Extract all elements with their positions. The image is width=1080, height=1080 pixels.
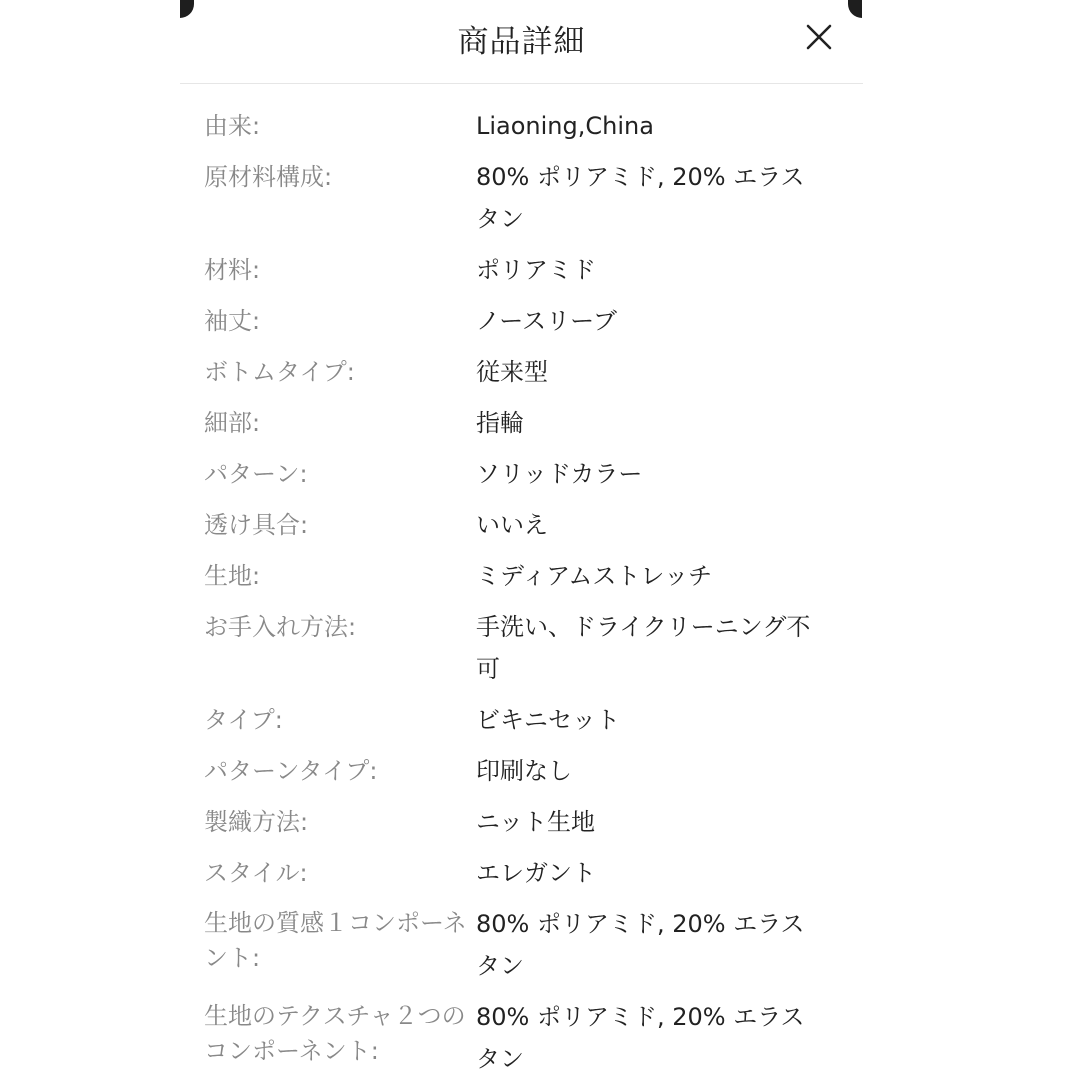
detail-row-details xyxy=(180,402,863,444)
detail-label: 生地のテクスチャ２つのコンポーネント: xyxy=(204,1002,466,1065)
detail-label: スタイル: xyxy=(204,859,308,887)
detail-row-sleeve-length xyxy=(180,300,863,342)
detail-row-material xyxy=(180,249,863,291)
detail-value: 80% ポリアミド, 20% エラスタン xyxy=(476,910,805,980)
sheet-header xyxy=(180,0,863,84)
detail-value: いいえ xyxy=(476,511,548,539)
detail-row-fabric xyxy=(180,555,863,597)
detail-label: 原材料構成: xyxy=(204,163,333,191)
detail-label: 材料: xyxy=(204,256,261,284)
detail-value: ニット生地 xyxy=(476,808,596,836)
detail-row-style xyxy=(180,852,863,894)
detail-row-bottom-type xyxy=(180,351,863,393)
detail-value: 80% ポリアミド, 20% エラスタン xyxy=(476,163,805,233)
details-list xyxy=(180,105,863,1080)
detail-value: Liaoning,China xyxy=(476,112,654,140)
detail-value: 80% ポリアミド, 20% エラスタン xyxy=(476,1003,805,1073)
detail-value: ポリアミド xyxy=(476,256,596,284)
detail-label: 製織方法: xyxy=(204,808,309,836)
detail-value: ミディアムストレッチ xyxy=(476,562,713,590)
detail-value: 手洗い、ドライクリーニング不可 xyxy=(476,613,811,683)
detail-label: 生地: xyxy=(204,562,261,590)
page-title: 商品詳細 xyxy=(457,24,586,60)
detail-value: ノースリーブ xyxy=(476,307,617,335)
detail-row-sheerness xyxy=(180,504,863,546)
detail-label: 由来: xyxy=(204,112,261,140)
detail-row-composition xyxy=(180,156,863,240)
detail-row-pattern xyxy=(180,453,863,495)
detail-row-care xyxy=(180,606,863,690)
detail-value: 指輪 xyxy=(476,409,524,437)
detail-label: タイプ: xyxy=(204,706,283,734)
detail-label: 細部: xyxy=(204,409,261,437)
close-icon xyxy=(802,20,836,54)
close-button[interactable] xyxy=(802,20,836,54)
detail-value: ビキニセット xyxy=(476,706,620,734)
detail-value: ソリッドカラー xyxy=(476,460,643,488)
detail-label: パターンタイプ: xyxy=(204,757,378,785)
detail-label: ボトムタイプ: xyxy=(204,358,355,386)
detail-label: 透け具合: xyxy=(204,511,309,539)
detail-row-weaving xyxy=(180,801,863,843)
detail-label: 袖丈: xyxy=(204,307,261,335)
product-details-sheet xyxy=(180,0,863,1080)
detail-row-type xyxy=(180,699,863,741)
detail-row-pattern-type xyxy=(180,750,863,792)
detail-row-texture-2 xyxy=(180,996,863,1080)
detail-value: エレガント xyxy=(476,859,596,887)
detail-row-origin xyxy=(180,105,863,147)
detail-label: 生地の質感１コンポーネント: xyxy=(204,909,467,972)
detail-row-texture-1 xyxy=(180,903,863,987)
detail-value: 印刷なし xyxy=(476,757,572,785)
detail-label: お手入れ方法: xyxy=(204,613,357,641)
detail-label: パターン: xyxy=(204,460,308,488)
detail-value: 従来型 xyxy=(476,358,548,386)
